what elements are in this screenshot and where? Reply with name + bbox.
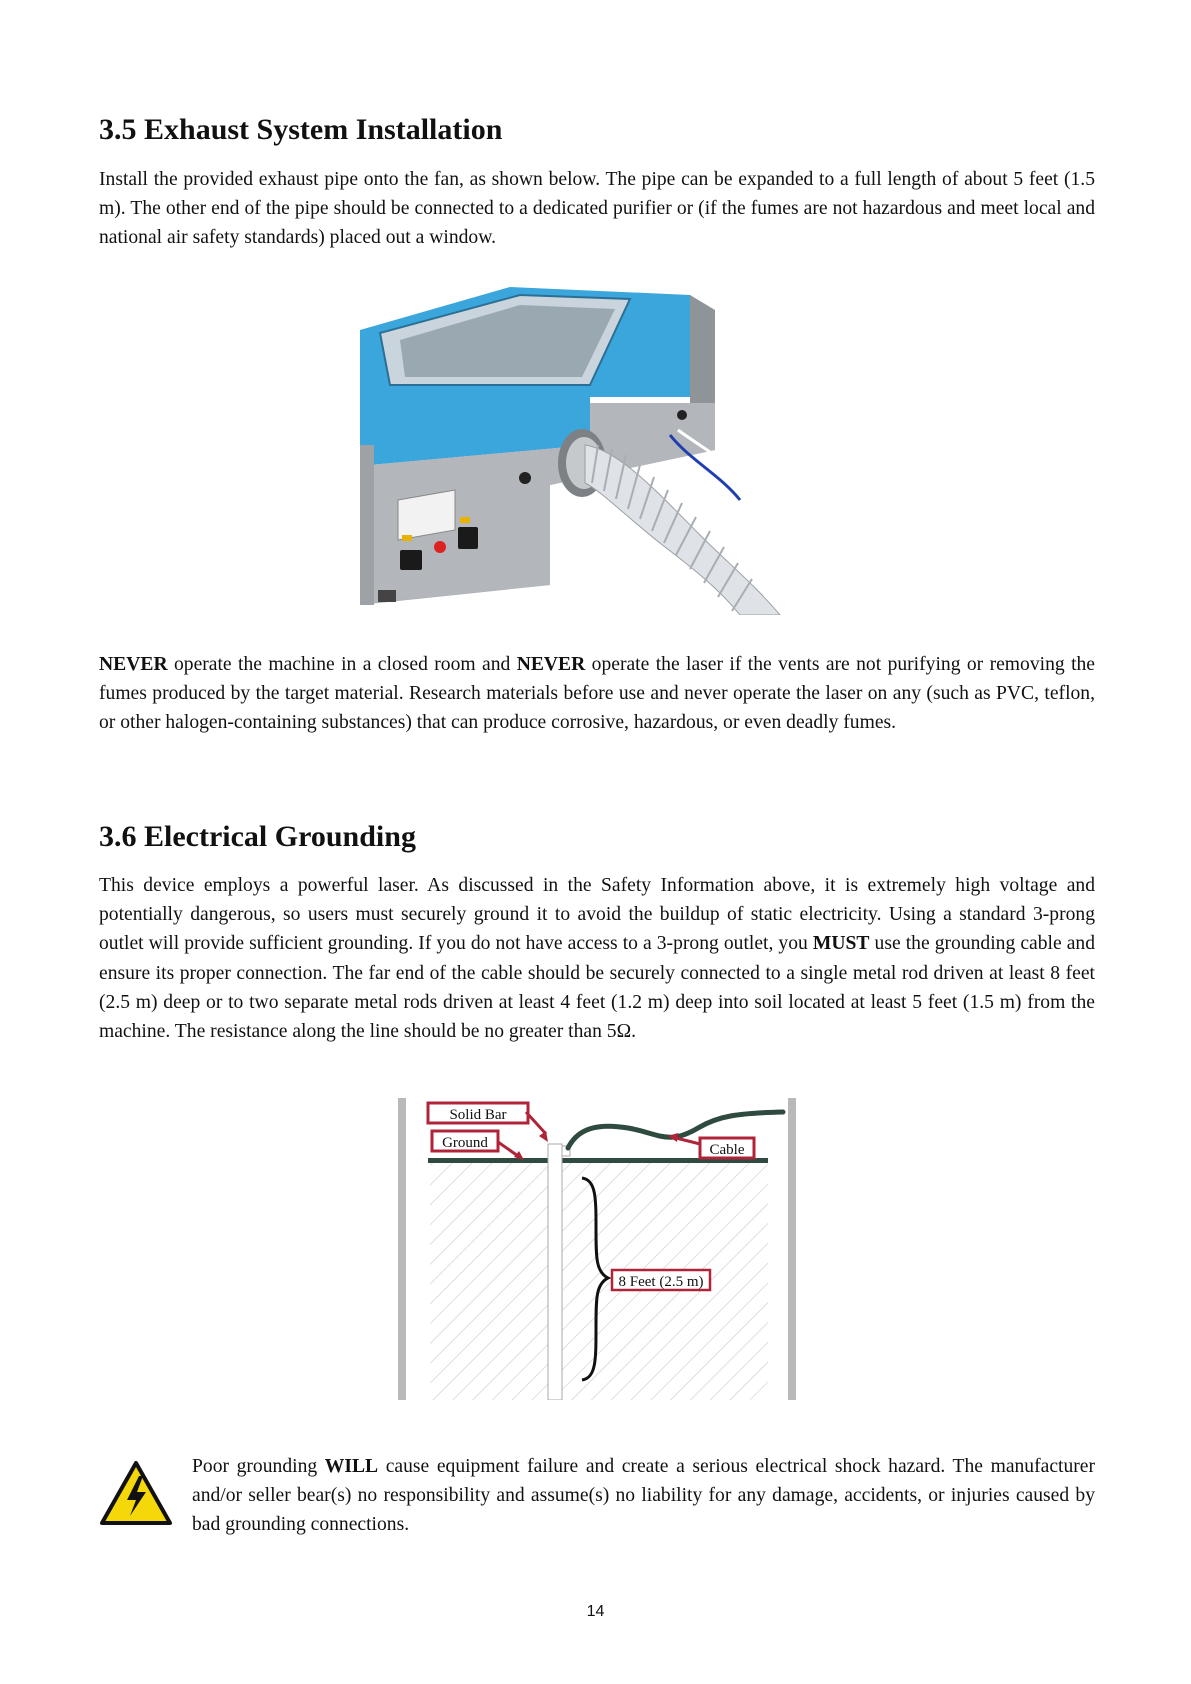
depth-label: 8 Feet (2.5 m) <box>618 1274 704 1290</box>
grounding-warning-text-2: cause equipment failure and create a serious electrical shock hazard. The manufacturer and/or seller bear(s) no responsibility and assume(s) no liability for any damage, accidents, or injuries caused by bad grounding connections. <box>192 1456 1096 1536</box>
grounding-paragraph <box>99 871 1095 1046</box>
fume-warning-text-2: operate the laser if the vents are not purifying or removing the fumes produced by the target material. Research materials before use and never operate the laser on any (such as PVC, teflon, or other halogen-containing substances) that can produce corrosive, hazardous, or even deadly fumes. <box>99 654 1096 734</box>
never-emphasis: NEVER <box>99 654 168 675</box>
fume-warning-paragraph <box>99 650 1095 738</box>
section-heading-exhaust: 3.5 Exhaust System Installation <box>99 113 503 146</box>
grounding-text-2: use the grounding cable and ensure its proper connection. The far end of the cable should be securely connected to a single metal rod driven at least 8 feet (2.5 m) deep or to two separate metal rods driven at least 4 feet (1.2 m) deep into soil located at least 5 feet (1.5 m) from the machine. The resistance along the line should be no greater than 5Ω. <box>99 933 1095 1043</box>
will-emphasis: WILL <box>324 1456 379 1477</box>
exhaust-intro-paragraph: Install the provided exhaust pipe onto the fan, as shown below. The pipe can be expanded to a full length of about 5 feet (1.5 m). The other end of the pipe should be connected to a dedicated purifier or (if the fumes are not hazardous and meet local and national air safety standards) placed out a window. <box>99 169 1095 249</box>
fume-warning-text-1: operate the machine in a closed room and <box>167 654 517 675</box>
page-number: 14 <box>586 1603 605 1620</box>
cable-label: Cable <box>709 1142 745 1158</box>
grounding-diagram <box>398 1098 798 1400</box>
laser-machine-photo <box>360 285 830 615</box>
must-emphasis: MUST <box>812 933 870 955</box>
grounding-warning-text-1: Poor grounding <box>192 1456 325 1477</box>
grounding-text-1: This device employs a powerful laser. As discussed in the Safety Information above, it is extremely high voltage and potentially dangerous, so users must securely ground it to avoid the buildup of static electricity. Using a standard 3-prong outlet will provide sufficient grounding. If you do not have access to a 3-prong outlet, you <box>99 875 1095 955</box>
ground-label: Ground <box>442 1135 488 1151</box>
electrical-hazard-icon <box>99 1460 173 1526</box>
never-emphasis: NEVER <box>516 654 586 675</box>
solid-bar-label: Solid Bar <box>449 1107 507 1123</box>
section-heading-grounding: 3.6 Electrical Grounding <box>99 820 416 853</box>
grounding-warning-paragraph <box>192 1452 1095 1540</box>
